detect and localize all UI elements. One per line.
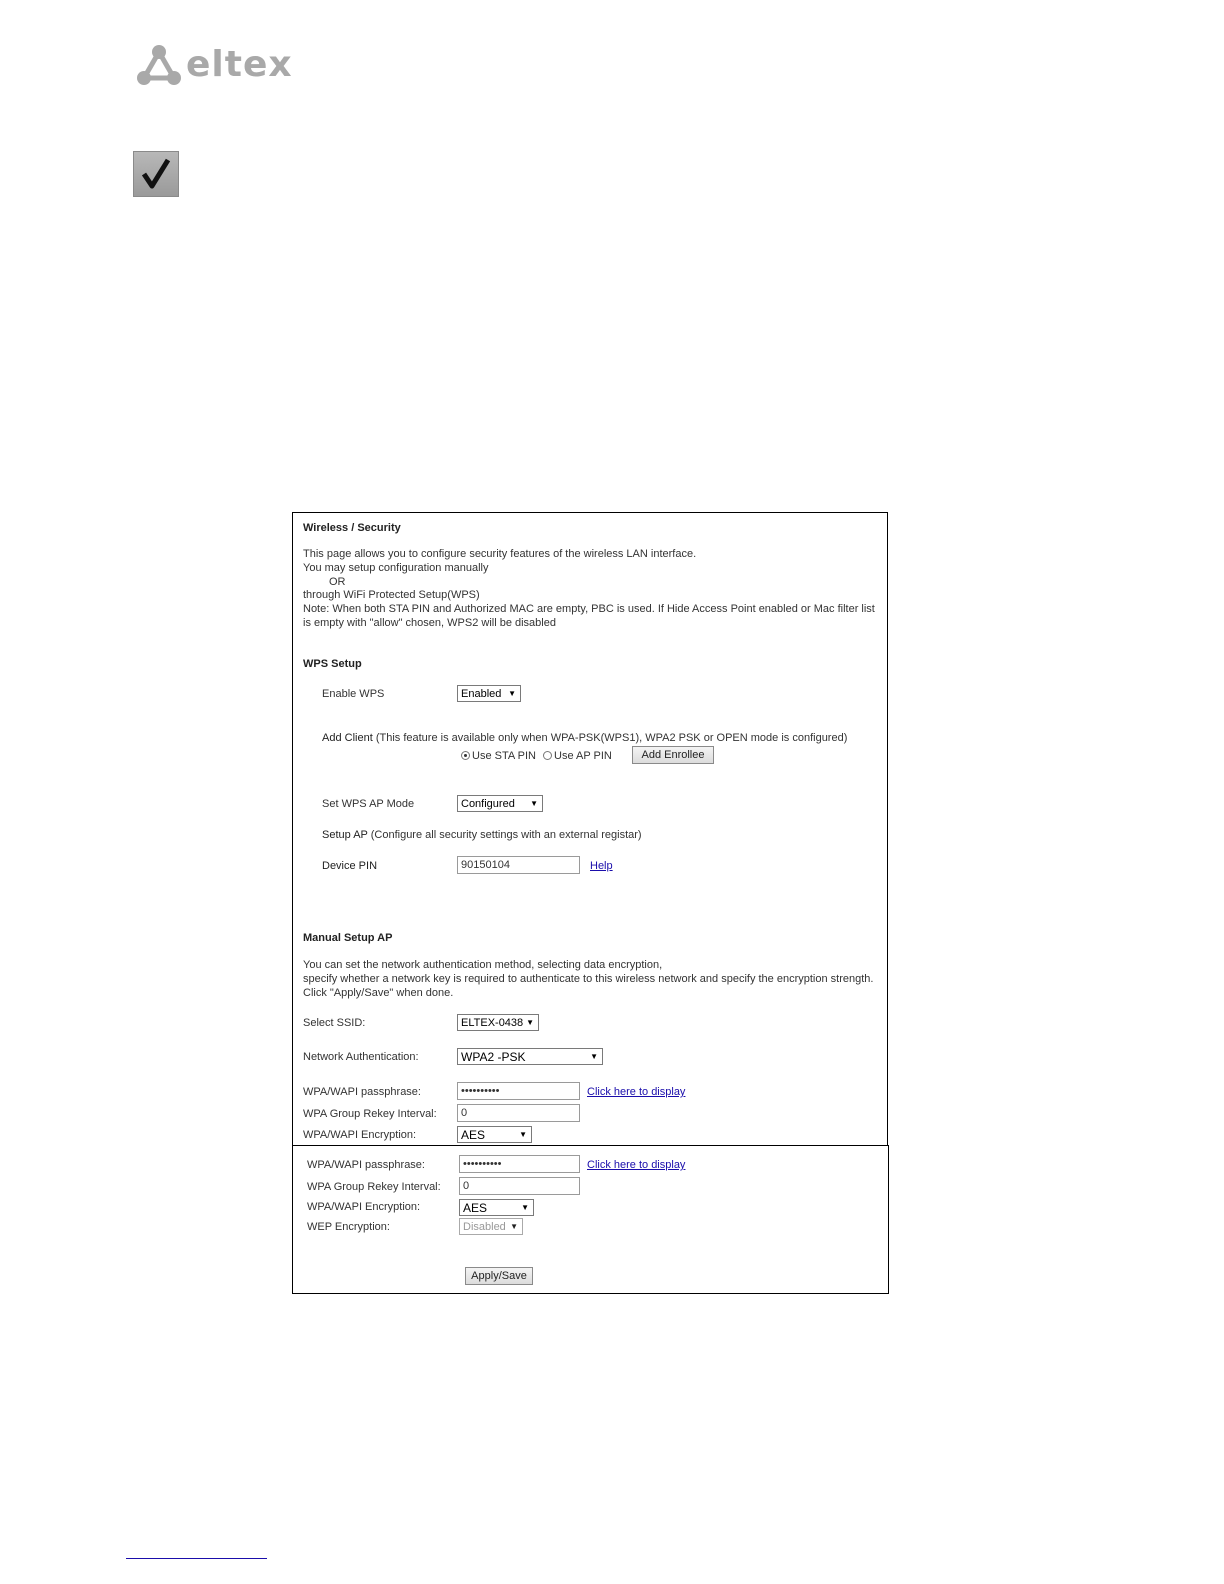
wps-ap-mode-label: Set WPS AP Mode: [322, 798, 415, 810]
encryption-select-2[interactable]: [459, 1199, 534, 1216]
manual-setup-heading: Manual Setup AP: [303, 932, 393, 944]
encryption-select[interactable]: [457, 1126, 532, 1143]
passphrase-field[interactable]: ••••••••••: [457, 1082, 580, 1100]
add-enrollee-button[interactable]: Add Enrollee: [632, 746, 714, 764]
logo-wordmark: eltex: [186, 44, 293, 85]
encryption-value-2: AES: [463, 1201, 488, 1215]
intro-line-4: through WiFi Protected Setup(WPS): [303, 589, 480, 601]
network-auth-value: WPA2 -PSK: [461, 1050, 526, 1064]
intro-line-1: This page allows you to configure security features of the wireless LAN interface.: [303, 548, 697, 560]
encryption-label: WPA/WAPI Encryption:: [303, 1129, 417, 1141]
eltex-logo-icon: [136, 44, 182, 86]
help-link[interactable]: Help: [590, 860, 613, 872]
rekey-interval-label-2: WPA Group Rekey Interval:: [307, 1181, 441, 1193]
chevron-down-icon: ▼: [530, 799, 538, 808]
intro-note-1: Note: When both STA PIN and Authorized MAC are empty, PBC is used. If Hide Access Point enabled or Mac filter list: [303, 603, 875, 615]
add-client-row: [322, 731, 847, 745]
encryption-label-2: WPA/WAPI Encryption:: [307, 1201, 421, 1213]
enable-wps-label: Enable WPS: [322, 688, 385, 700]
apply-save-button[interactable]: Apply/Save: [465, 1267, 533, 1285]
rekey-interval-field-2[interactable]: 0: [459, 1177, 580, 1195]
intro-line-2: You may setup configuration manually: [303, 562, 489, 574]
wireless-security-panel: [292, 512, 888, 1146]
use-ap-pin-label: Use AP PIN: [554, 750, 612, 762]
passphrase-field-2[interactable]: ••••••••••: [459, 1155, 580, 1173]
chevron-down-icon: ▼: [510, 1222, 518, 1231]
add-client-note: (This feature is available only when WPA-PSK(WPS1), WPA2 PSK or OPEN mode is configured): [375, 732, 848, 744]
chevron-down-icon: ▼: [508, 689, 516, 698]
chevron-down-icon: ▼: [519, 1130, 527, 1139]
add-client-label: Add Client: [322, 732, 373, 744]
ssid-value: ELTEX-0438: [461, 1017, 524, 1029]
chevron-down-icon: ▼: [590, 1052, 598, 1061]
intro-line-3: OR: [329, 576, 346, 588]
manual-desc-3: Click "Apply/Save" when done.: [303, 987, 454, 999]
select-ssid-label: Select SSID:: [303, 1017, 366, 1029]
manual-desc-2: specify whether a network key is required to authenticate to this wireless network and specify the encryption strength.: [303, 973, 874, 985]
rekey-interval-label: WPA Group Rekey Interval:: [303, 1108, 437, 1120]
use-sta-pin-label: Use STA PIN: [472, 750, 536, 762]
setup-ap-row: [322, 828, 642, 842]
manual-desc-1: You can set the network authentication method, selecting data encryption,: [303, 959, 663, 971]
passphrase-label-2: WPA/WAPI passphrase:: [307, 1159, 425, 1171]
enable-wps-select[interactable]: [457, 685, 521, 702]
intro-note-2: is empty with "allow" chosen, WPS2 will be disabled: [303, 617, 556, 629]
network-auth-select[interactable]: [457, 1048, 603, 1065]
rekey-interval-field[interactable]: 0: [457, 1104, 580, 1122]
page-title: Wireless / Security: [303, 522, 401, 534]
network-auth-label: Network Authentication:: [303, 1051, 419, 1063]
encryption-value: AES: [461, 1128, 486, 1142]
wep-encryption-value: Disabled: [463, 1221, 506, 1233]
wps-ap-mode-value: Configured: [461, 798, 515, 810]
footer-link-underline: [126, 1558, 267, 1559]
passphrase-label: WPA/WAPI passphrase:: [303, 1086, 421, 1098]
wep-encryption-select[interactable]: [459, 1218, 523, 1235]
wps-ap-mode-select[interactable]: [457, 795, 543, 812]
chevron-down-icon: ▼: [526, 1018, 534, 1027]
setup-ap-note: (Configure all security settings with an external registar): [370, 829, 642, 841]
setup-ap-label: Setup AP: [322, 829, 368, 841]
use-sta-pin-radio[interactable]: [461, 751, 470, 760]
device-pin-field[interactable]: 90150104: [457, 856, 580, 874]
eltex-logo: [136, 44, 306, 86]
device-pin-label: Device PIN: [322, 860, 378, 872]
use-ap-pin-radio[interactable]: [543, 751, 552, 760]
security-continuation-panel: [292, 1145, 889, 1294]
wep-encryption-label: WEP Encryption:: [307, 1221, 390, 1233]
chevron-down-icon: ▼: [521, 1203, 529, 1212]
click-to-display-link-2[interactable]: Click here to display: [587, 1159, 686, 1171]
wps-heading: WPS Setup: [303, 658, 362, 670]
click-to-display-link[interactable]: Click here to display: [587, 1086, 686, 1098]
checkbox-checked-icon: [133, 151, 179, 197]
enable-wps-value: Enabled: [461, 688, 502, 700]
ssid-select[interactable]: [457, 1014, 539, 1031]
